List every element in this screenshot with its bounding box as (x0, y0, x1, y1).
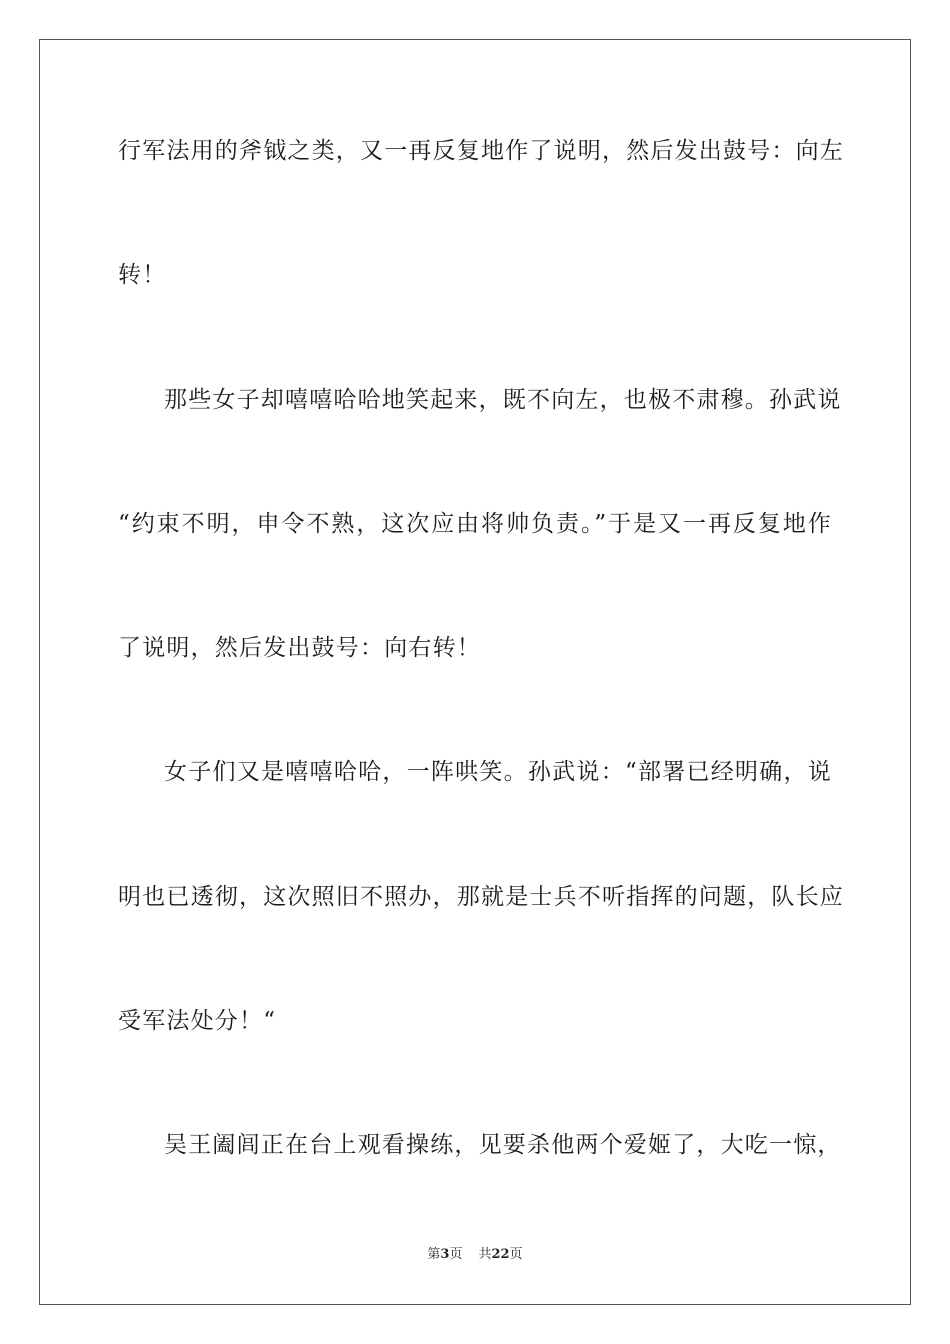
total-prefix: 共 (478, 1247, 492, 1262)
page-prefix: 第 (427, 1247, 441, 1262)
page-footer (0, 1246, 950, 1264)
text-line: 女子们又是嘻嘻哈哈，一阵哄笑。孙武说：“部署已经明确，说 (164, 759, 832, 785)
text-line: 那些女子却嘻嘻哈哈地笑起来，既不向左，也极不肃穆。孙武说 (164, 387, 842, 413)
page-number: 3 (440, 1247, 450, 1262)
page-suffix: 页 (449, 1247, 463, 1262)
text-line: 转！ (118, 262, 167, 288)
total-suffix: 页 (509, 1247, 523, 1262)
page-border (39, 39, 911, 1305)
text-line: 了说明，然后发出鼓号：向右转！ (118, 635, 481, 661)
text-line: 受军法处分！“ (118, 1008, 277, 1034)
total-pages: 22 (491, 1247, 510, 1262)
text-line: 明也已透彻，这次照旧不照办，那就是士兵不听指挥的问题，队长应 (118, 884, 844, 910)
text-line: 行军法用的斧钺之类，又一再反复地作了说明，然后发出鼓号：向左 (118, 138, 844, 164)
text-line: 吴王阖闾正在台上观看操练，见要杀他两个爱姬了，大吃一惊， (164, 1132, 842, 1158)
text-line: “约束不明，申令不熟，这次应由将帅负责。”于是又一再反复地作 (118, 511, 832, 537)
